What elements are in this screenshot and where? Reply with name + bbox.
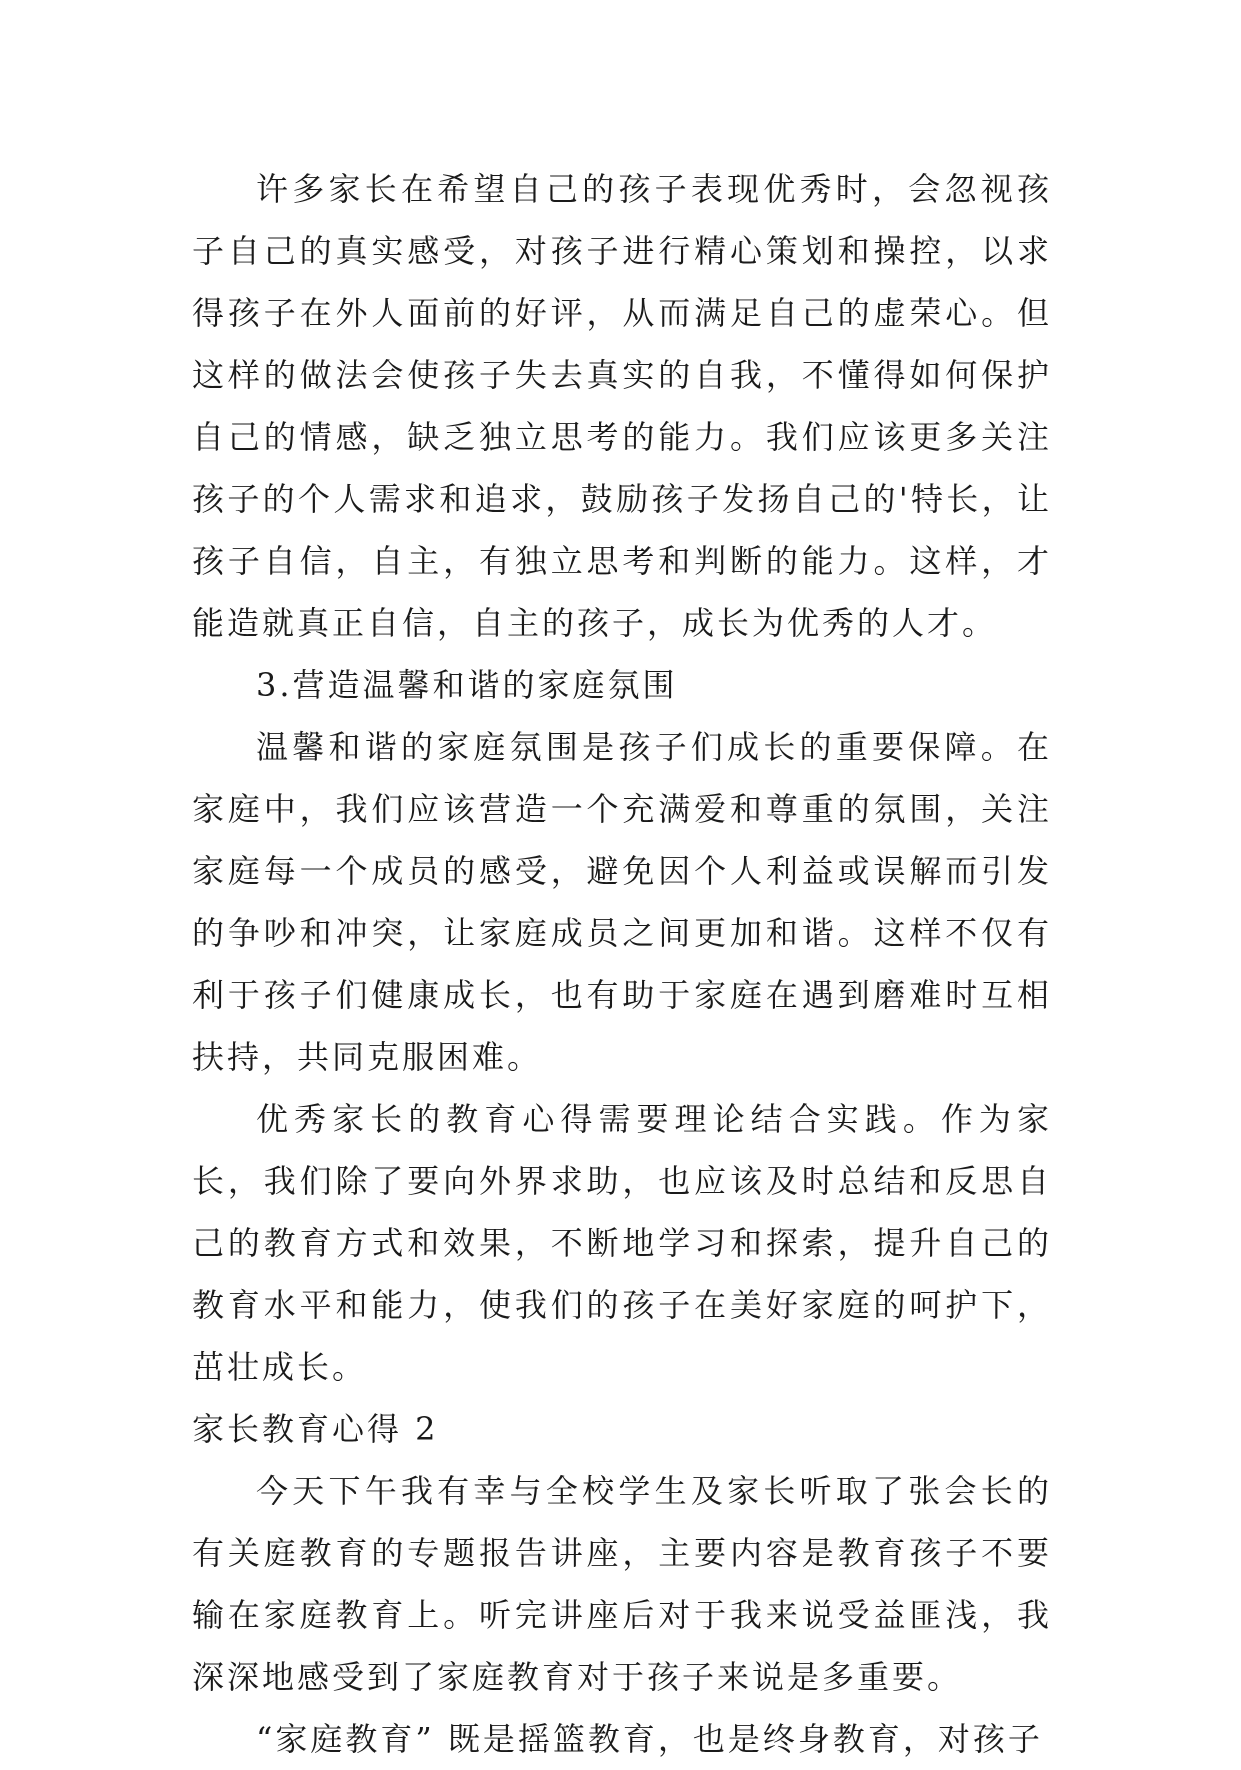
paragraph-theory-practice: 优秀家长的教育心得需要理论结合实践。作为家长，我们除了要向外界求助，也应该及时总结和反思自己的教育方式和效果，不断地学习和探索，提升自己的教育水平和能力，使我们的孩子在美好家庭的呵护下，茁壮成长。 <box>192 1100 1052 1386</box>
paragraph-vanity: 许多家长在希望自己的孩子表现优秀时，会忽视孩子自己的真实感受，对孩子进行精心策划和操控，以求得孩子在外人面前的好评，从而满足自己的虚荣心。但这样的做法会使孩子失去真实的自我，不懂得如何保护自己的情感，缺乏独立思考的能力。我们应该更多关注孩子的个人需求和追求，鼓励孩子发扬自己的'特长，让孩子自信，自主，有独立思考和判断的能力。这样，才能造就真正自信，自主的孩子，成长为优秀的人才。 <box>192 170 1052 642</box>
paragraph-family-education: “家庭教育” 既是摇篮教育，也是终身教育，对孩子 <box>256 1720 1043 1758</box>
paragraph-family-atmosphere: 温馨和谐的家庭氛围是孩子们成长的重要保障。在家庭中，我们应该营造一个充满爱和尊重的氛围，关注家庭每一个成员的感受，避免因个人利益或误解而引发的争吵和冲突，让家庭成员之间更加和谐。这样不仅有利于孩子们健康成长，也有助于家庭在遇到磨难时互相扶持，共同克服困难。 <box>192 728 1052 1076</box>
document-body <box>192 158 1052 1770</box>
section-title: 家长教育心得 2 <box>192 1410 439 1448</box>
subheading-family-atmosphere: 3.营造温馨和谐的家庭氛围 <box>256 666 678 704</box>
paragraph-lecture: 今天下午我有幸与全校学生及家长听取了张会长的有关庭教育的专题报告讲座，主要内容是教育孩子不要输在家庭教育上。听完讲座后对于我来说受益匪浅，我深深地感受到了家庭教育对于孩子来说是多重要。 <box>192 1472 1052 1696</box>
